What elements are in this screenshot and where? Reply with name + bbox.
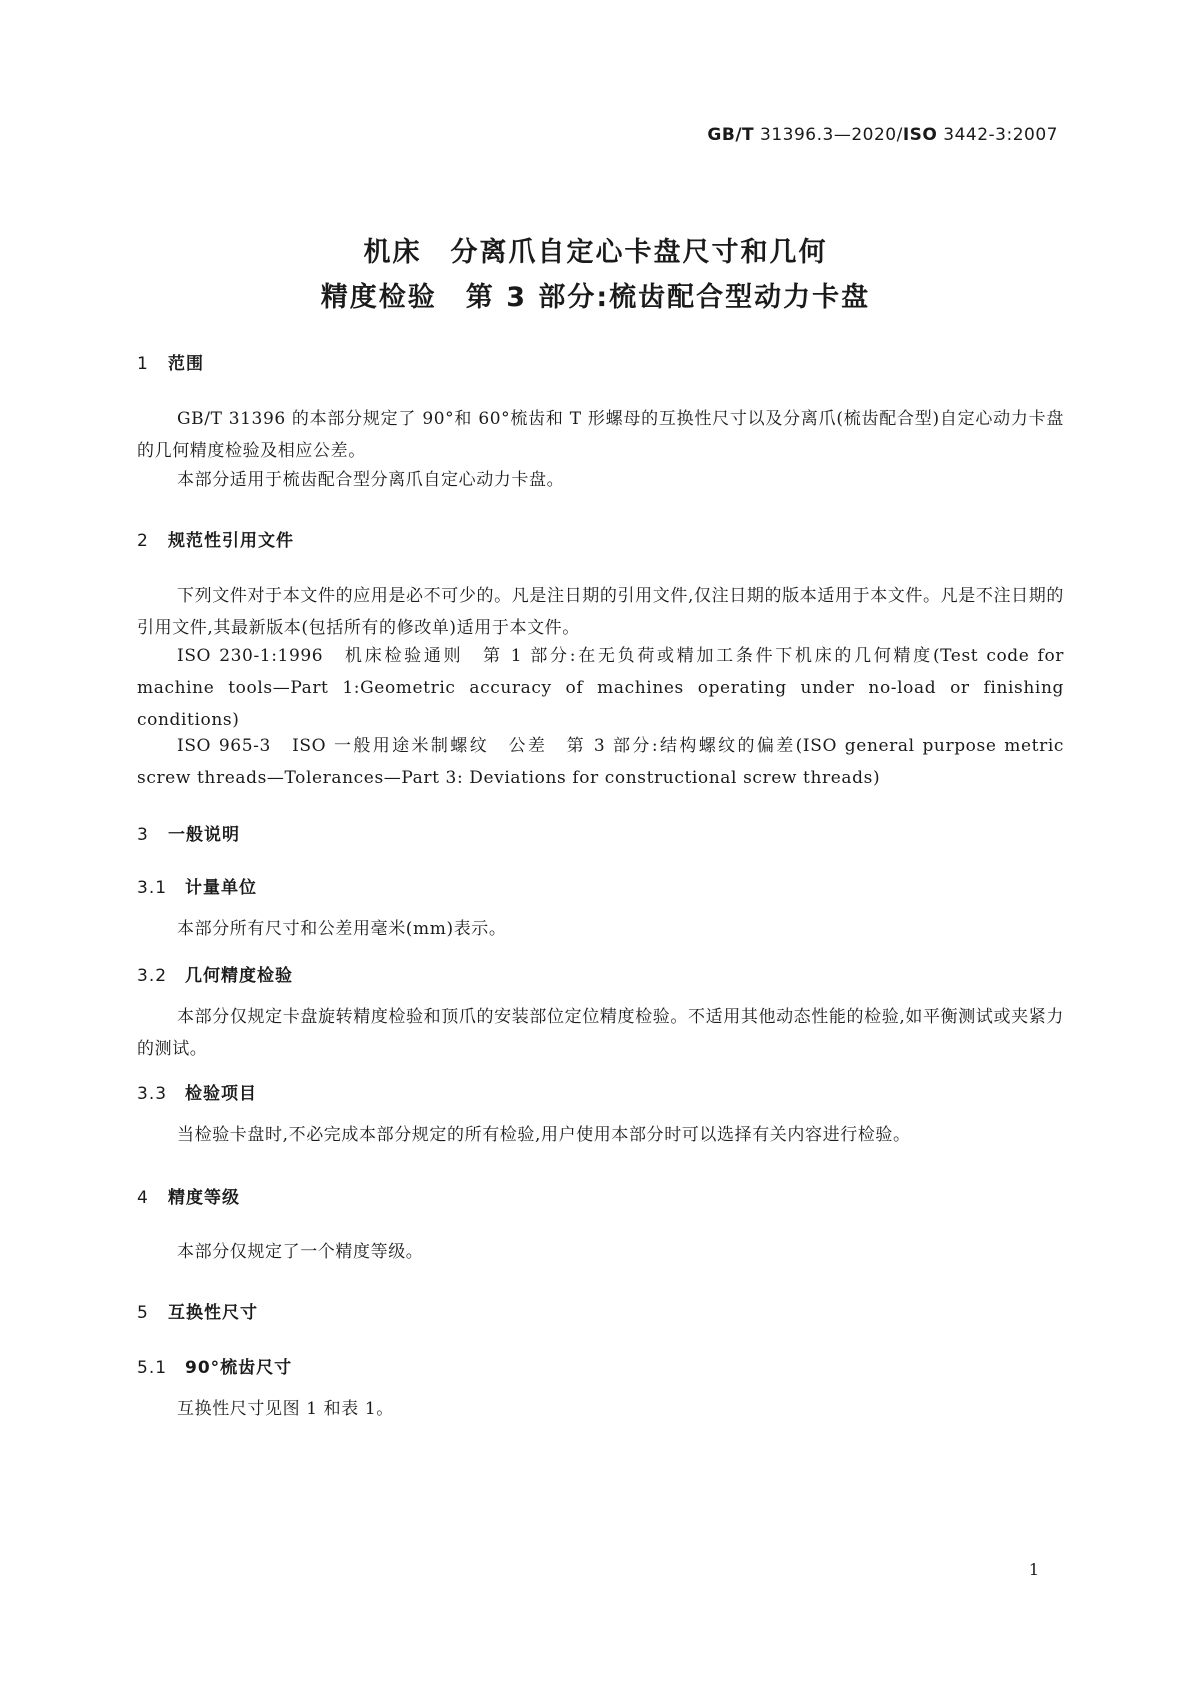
subsection-heading-3-2	[137, 961, 293, 986]
section-2-reference-1: ISO 230-1:1996 机床检验通则 第 1 部分:在无负荷或精加工条件下机床的几何精度(Test code for machine tools—Part 1:Geometric accuracy of machines operating under no-load or finishing conditions)	[137, 646, 1064, 730]
section-title: 精度等级	[168, 1188, 240, 1208]
std-iso-number: 3442-3:2007	[943, 125, 1058, 145]
section-1-paragraph-2: 本部分适用于梳齿配合型分离爪自定心动力卡盘。	[177, 470, 565, 490]
section-title: 一般说明	[168, 825, 240, 845]
subsection-number: 3.3	[137, 1084, 168, 1104]
section-3-1-paragraph: 本部分所有尺寸和公差用毫米(mm)表示。	[177, 919, 507, 939]
std-gbt-label: GB/T	[707, 125, 755, 145]
section-title: 互换性尺寸	[168, 1303, 258, 1323]
section-heading-1	[137, 349, 204, 374]
subsection-number: 3.2	[137, 966, 168, 986]
subsection-heading-3-1	[137, 873, 257, 898]
section-2-paragraph-1: 下列文件对于本文件的应用是必不可少的。凡是注日期的引用文件,仅注日期的版本适用于本文件。凡是不注日期的引用文件,其最新版本(包括所有的修改单)适用于本文件。	[137, 586, 1064, 638]
section-number: 2	[137, 531, 149, 551]
section-number: 3	[137, 825, 149, 845]
section-heading-2	[137, 526, 294, 551]
std-iso-label: ISO	[902, 125, 938, 145]
subsection-heading-3-3	[137, 1079, 257, 1104]
section-heading-3	[137, 820, 240, 845]
section-5-1-paragraph: 互换性尺寸见图 1 和表 1。	[177, 1399, 394, 1419]
standard-code	[707, 125, 1058, 145]
section-3-2-paragraph: 本部分仅规定卡盘旋转精度检验和顶爪的安装部位定位精度检验。不适用其他动态性能的检验,如平衡测试或夹紧力的测试。	[137, 1007, 1064, 1059]
subsection-title: 检验项目	[185, 1084, 257, 1104]
subsection-number: 5.1	[137, 1358, 168, 1378]
document-title-line2: 精度检验 第 3 部分:梳齿配合型动力卡盘	[320, 282, 871, 313]
subsection-title: 90°梳齿尺寸	[185, 1358, 293, 1378]
subsection-title: 几何精度检验	[185, 966, 293, 986]
section-1-paragraph-1: GB/T 31396 的本部分规定了 90°和 60°梳齿和 T 形螺母的互换性尺寸以及分离爪(梳齿配合型)自定心动力卡盘的几何精度检验及相应公差。	[137, 409, 1064, 461]
section-title: 范围	[168, 354, 204, 374]
section-heading-5	[137, 1298, 258, 1323]
section-number: 4	[137, 1188, 149, 1208]
subsection-heading-5-1	[137, 1353, 292, 1378]
std-gbt-number: 31396.3—2020/	[760, 125, 903, 145]
section-heading-4	[137, 1183, 240, 1208]
section-2-reference-2: ISO 965-3 ISO 一般用途米制螺纹 公差 第 3 部分:结构螺纹的偏差(ISO general purpose metric screw threads—Tolerances—Part 3: Deviations for constructional screw threads)	[137, 736, 1064, 788]
subsection-number: 3.1	[137, 878, 168, 898]
section-number: 1	[137, 354, 149, 374]
page-number: 1	[1028, 1560, 1039, 1579]
section-3-3-paragraph: 当检验卡盘时,不必完成本部分规定的所有检验,用户使用本部分时可以选择有关内容进行检验。	[177, 1125, 911, 1145]
section-number: 5	[137, 1303, 149, 1323]
document-title-line1: 机床 分离爪自定心卡盘尺寸和几何	[363, 237, 828, 268]
section-4-paragraph: 本部分仅规定了一个精度等级。	[177, 1242, 424, 1262]
section-title: 规范性引用文件	[168, 531, 294, 551]
subsection-title: 计量单位	[185, 878, 257, 898]
